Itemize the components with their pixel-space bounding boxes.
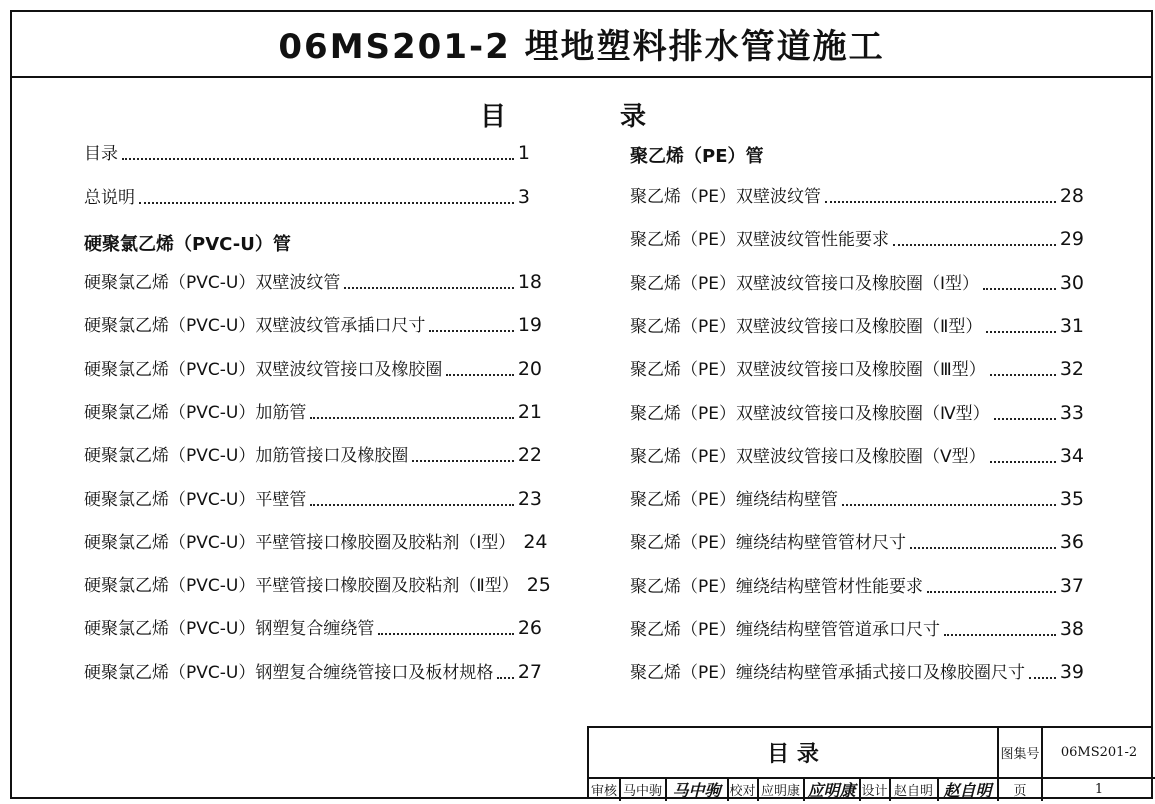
leader-dots	[983, 288, 1056, 290]
toc-entry-page: 22	[517, 444, 542, 467]
leader-dots	[994, 418, 1056, 420]
leader-dots	[122, 158, 514, 160]
leader-dots	[986, 331, 1055, 333]
toc-entry[interactable]	[84, 659, 542, 683]
leader-dots	[893, 244, 1056, 246]
section-heading-pvc: 硬聚氯乙烯（PVC-U）管	[84, 234, 291, 255]
toc-entry-title: 聚乙烯（PE）缠绕结构壁管材性能要求	[630, 576, 923, 597]
toc-entry-title: 聚乙烯（PE）缠绕结构壁管承插式接口及橡胶圈尺寸	[630, 663, 1025, 684]
toc-entry-page: 27	[517, 660, 542, 683]
toc-entry-title: 聚乙烯（PE）双壁波纹管	[630, 187, 821, 207]
toc-entry-title: 硬聚氯乙烯（PVC-U）平壁管接口橡胶圈及胶粘剂（Ⅰ型）	[84, 532, 516, 553]
toc-entry-page: 31	[1059, 314, 1084, 337]
atlas-number: 06MS201-2	[1060, 745, 1138, 760]
toc-entry[interactable]	[630, 486, 1084, 510]
check-name: 应明康	[760, 784, 800, 799]
toc-entry-page: 38	[1059, 618, 1084, 640]
title-block-name: 目 录	[767, 742, 819, 767]
leader-dots	[139, 202, 514, 204]
review-name: 马中驹	[622, 784, 662, 799]
toc-entry-title: 聚乙烯（PE）双壁波纹管接口及橡胶圈（Ⅰ型）	[630, 273, 980, 294]
leader-dots	[910, 547, 1056, 549]
toc-entry[interactable]	[630, 616, 1084, 640]
toc-entry[interactable]	[84, 356, 542, 380]
toc-entry-title: 硬聚氯乙烯（PVC-U）平壁管接口橡胶圈及胶粘剂（Ⅱ型）	[84, 576, 519, 597]
review-label: 审核	[590, 784, 617, 799]
leader-dots	[825, 201, 1056, 203]
toc-entry[interactable]	[630, 313, 1084, 337]
toc-entry-page: 23	[517, 487, 542, 510]
toc-entry-page: 32	[1059, 358, 1084, 381]
design-label: 设计	[861, 784, 888, 799]
toc-entry[interactable]	[630, 573, 1084, 597]
section-heading-pe: 聚乙烯（PE）管	[630, 146, 764, 167]
drawing-title-band	[10, 10, 1153, 78]
toc-entry[interactable]	[630, 356, 1084, 380]
toc-entry[interactable]	[84, 312, 542, 336]
toc-entry-page: 36	[1059, 531, 1084, 554]
toc-entry[interactable]	[84, 442, 542, 466]
toc-entry-page: 39	[1059, 661, 1084, 684]
toc-entry[interactable]	[84, 399, 542, 423]
atlas-label: 图集号	[1000, 747, 1040, 762]
toc-entry-page: 24	[523, 530, 548, 553]
leader-dots	[378, 633, 513, 635]
toc-entry[interactable]	[630, 226, 1084, 250]
toc-entry[interactable]	[84, 486, 542, 510]
leader-dots	[344, 287, 513, 289]
toc-entry[interactable]	[630, 270, 1084, 294]
leader-dots	[842, 504, 1056, 506]
toc-entry-title: 聚乙烯（PE）双壁波纹管性能要求	[630, 230, 889, 251]
toc-entry-page: 26	[517, 617, 542, 640]
toc-entry[interactable]	[630, 659, 1084, 683]
toc-entry[interactable]	[630, 529, 1084, 553]
toc-entry-page: 37	[1059, 574, 1084, 597]
title-block	[587, 726, 1153, 799]
toc-heading-right: 录	[620, 102, 647, 132]
leader-dots	[927, 591, 1056, 593]
toc-entry[interactable]	[84, 572, 551, 597]
toc-entry-page: 33	[1059, 401, 1084, 424]
design-name: 赵自明	[893, 784, 933, 799]
toc-entry-title: 硬聚氯乙烯（PVC-U）双壁波纹管接口及橡胶圈	[84, 359, 443, 380]
toc-entry-title: 聚乙烯（PE）双壁波纹管接口及橡胶圈（Ⅴ型）	[630, 446, 986, 467]
toc-entry-title: 聚乙烯（PE）双壁波纹管接口及橡胶圈（Ⅱ型）	[630, 316, 983, 337]
toc-entry-title: 聚乙烯（PE）缠绕结构壁管管材尺寸	[630, 533, 906, 554]
toc-entry-page: 29	[1059, 228, 1084, 251]
toc-entry-title: 硬聚氯乙烯（PVC-U）双壁波纹管承插口尺寸	[84, 316, 426, 337]
leader-dots	[944, 634, 1056, 636]
leader-dots	[990, 461, 1056, 463]
toc-entry[interactable]	[84, 615, 542, 639]
page-number: 1	[1094, 782, 1104, 797]
leader-dots	[990, 374, 1056, 376]
design-signature: 赵自明	[943, 781, 992, 800]
leader-dots	[497, 677, 513, 679]
toc-entry-page: 30	[1059, 271, 1084, 294]
toc-entry[interactable]: 总说明 3	[84, 186, 530, 208]
toc-entry-page: 28	[1059, 185, 1084, 207]
toc-entry[interactable]	[630, 400, 1084, 424]
check-label: 校对	[729, 784, 756, 799]
toc-entry-page: 18	[517, 271, 542, 293]
page-label: 页	[1013, 784, 1027, 799]
drawing-title: 06MS201-2 埋地塑料排水管道施工	[278, 26, 885, 67]
toc-entry-title: 硬聚氯乙烯（PVC-U）加筋管	[84, 402, 307, 423]
toc-entry[interactable]	[84, 529, 548, 553]
check-signature: 应明康	[807, 781, 856, 800]
toc-entry-title: 硬聚氯乙烯（PVC-U）钢塑复合缠绕管接口及板材规格	[84, 662, 494, 683]
toc-entry-page: 19	[517, 314, 542, 337]
toc-entry-title: 硬聚氯乙烯（PVC-U）平壁管	[84, 489, 307, 510]
toc-entry-title: 硬聚氯乙烯（PVC-U）钢塑复合缠绕管	[84, 619, 375, 640]
leader-dots	[412, 460, 513, 462]
toc-entry-title: 聚乙烯（PE）缠绕结构壁管管道承口尺寸	[630, 620, 940, 640]
toc-entry-title: 硬聚氯乙烯（PVC-U）加筋管接口及橡胶圈	[84, 446, 409, 467]
toc-entry-page: 25	[526, 574, 551, 597]
toc-entry-title: 硬聚氯乙烯（PVC-U）双壁波纹管	[84, 273, 341, 293]
toc-entry[interactable]: 目录 1	[84, 142, 530, 164]
toc-entry[interactable]	[630, 443, 1084, 467]
toc-entry-title: 聚乙烯（PE）缠绕结构壁管	[630, 490, 838, 511]
toc-entry-page: 20	[517, 357, 542, 380]
toc-entry[interactable]	[84, 269, 542, 293]
leader-dots	[446, 374, 513, 376]
toc-heading-left: 目	[480, 102, 507, 132]
toc-entry-title: 聚乙烯（PE）双壁波纹管接口及橡胶圈（Ⅳ型）	[630, 403, 990, 424]
leader-dots	[429, 330, 513, 332]
toc-entry-page: 21	[517, 400, 542, 423]
toc-entry-page: 34	[1059, 444, 1084, 467]
leader-dots	[310, 417, 513, 419]
toc-entry-page: 35	[1059, 488, 1084, 511]
leader-dots	[1029, 677, 1056, 679]
leader-dots	[310, 504, 513, 506]
review-signature: 马中驹	[672, 781, 721, 800]
toc-entry[interactable]	[630, 183, 1084, 207]
toc-entry-title: 聚乙烯（PE）双壁波纹管接口及橡胶圈（Ⅲ型）	[630, 360, 986, 381]
